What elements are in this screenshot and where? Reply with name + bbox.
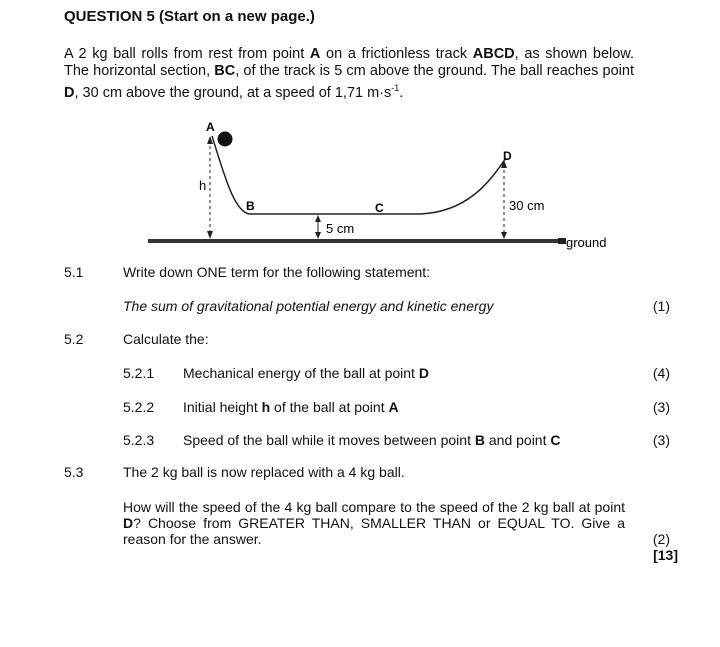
label-B: B [246,199,255,213]
q5-2-1-mark: (4) [652,365,670,381]
q5-1-text: Write down ONE term for the following statement: [123,264,431,280]
ball [218,132,233,147]
5cm-arrow-top [315,215,321,222]
q5-2-2-mark: (3) [652,399,670,415]
q5-2-text: Calculate the: [123,331,209,347]
label-30cm: 30 cm [509,198,545,213]
label-D: D [503,149,512,163]
label-5cm: 5 cm [326,221,355,236]
q5-3-text: The 2 kg ball is now replaced with a 4 kg ball. [123,464,405,480]
question-heading: QUESTION 5 (Start on a new page.) [64,8,315,25]
label-ground: ground [566,235,607,250]
total-mark: [13] [653,547,678,563]
question-intro: A 2 kg ball rolls from rest from point A on a frictionless track ABCD, as shown below. The horizontal section, BC, of the track is 5 cm above the ground. The ball reaches point D, 30 cm above the ground, at a speed of 1,71 $m\cdot s^{-1}$. [64,46,634,101]
track-diagram [140,118,620,258]
30cm-arrow-bottom [501,232,507,239]
ground-line [148,239,564,243]
5cm-arrow-bottom [315,232,321,239]
q5-2-2-number: 5.2.2 [123,399,155,415]
q5-2-3-text: Speed of the ball while it moves between point B and point C [183,432,561,448]
ground-end-marker [558,238,566,244]
q5-2-1-text: Mechanical energy of the ball at point D [183,365,429,381]
track-curve [212,136,506,214]
q5-1-number: 5.1 [64,264,84,280]
label-h: h [199,178,207,193]
q5-2-3-number: 5.2.3 [123,432,155,448]
label-C: C [375,201,384,215]
q5-3-question: How will the speed of the 4 kg ball compare to the speed of the 2 kg ball at point D? Choose from GREATER THAN, SMALLER THAN or EQUAL TO. Give a reason for the answer. [123,499,625,547]
q5-2-2-text: Initial height h of the ball at point A [183,399,399,415]
q5-2-1-number: 5.2.1 [123,365,155,381]
q5-3-mark: (2) [652,531,670,547]
q5-3-number: 5.3 [64,464,84,480]
label-A: A [206,120,215,134]
q5-2-number: 5.2 [64,331,84,347]
q5-2-3-mark: (3) [652,432,670,448]
q5-1-statement: The sum of gravitational potential energy and kinetic energy [123,298,494,314]
h-arrow-bottom [207,231,213,239]
q5-1-mark: (1) [652,298,670,314]
